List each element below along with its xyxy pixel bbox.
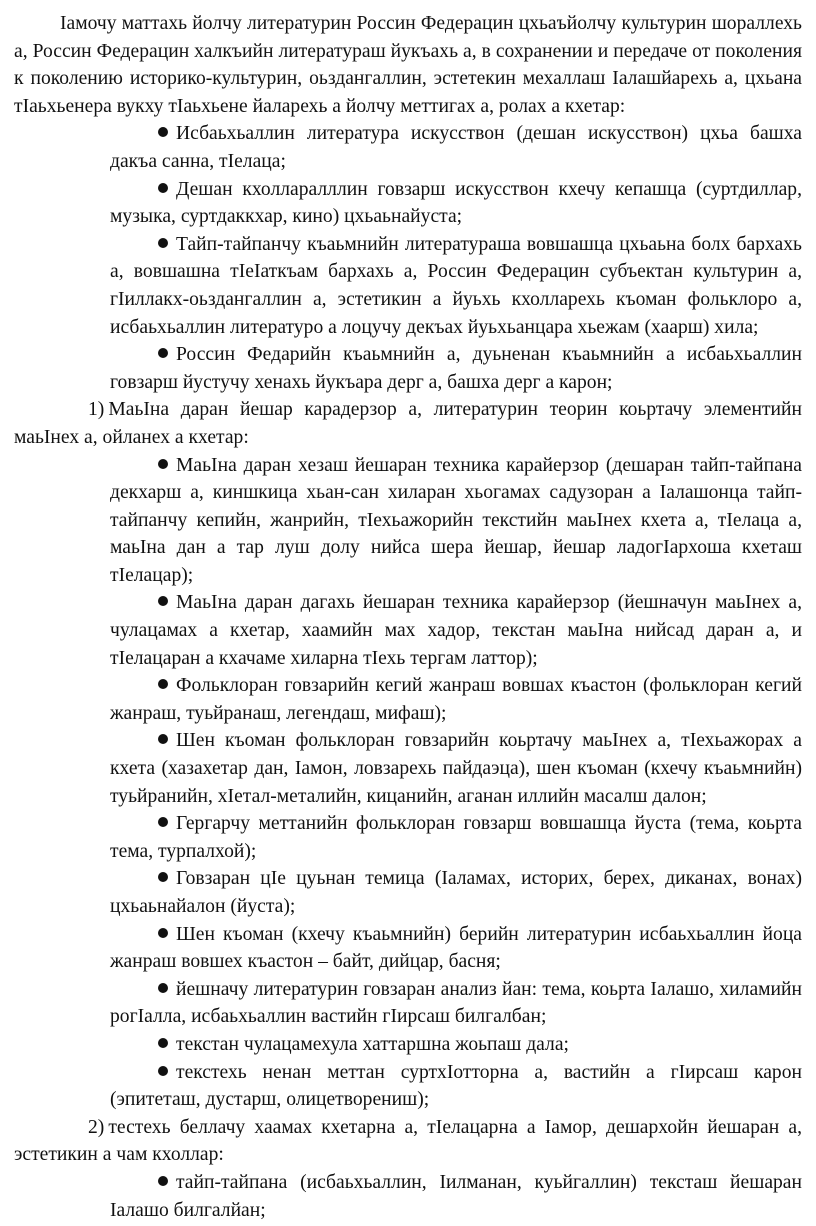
- bullet-icon: [158, 238, 168, 248]
- list-item: текстан чулацамехула хаттаршна жоьпаш дала;: [110, 1031, 802, 1059]
- list-item: Шен къоман (кхечу къаьмнийн) берийн литературин исбаьхьаллин йоца жанраш вовшех къастон – байт, дийцар, басня;: [110, 923, 802, 973]
- list-item: Тайп-тайпанчу къаьмнийн литератураша вовшашца цхьаьна болх бархахь а, вовшашна тIеIаткъам бархахь а, Россин Федерацин субъектан культурин а, гIиллакх-оьздангаллин а, эстетикин а йуьхь кхолларехь къоман фольклоро а, исбаьхьаллин литературо а лоцучу декъах йуьхьанцара хьежам (хаарш) хила;: [110, 233, 802, 338]
- item-number: 2): [88, 1116, 105, 1138]
- list-item: йешначу литературин говзаран анализ йан: тема, коьрта Iалашо, хиламийн рогIалла, исбаьхьаллин вастийн гIирсаш билгалбан;: [110, 978, 802, 1028]
- bullet-icon: [158, 459, 168, 469]
- bullet-list-2: [14, 452, 802, 1114]
- list-item: текстехь ненан меттан суртхIотторна а, вастийн а гIирсаш карон (эпитеташ, дустарш, олицетворениш);: [110, 1061, 802, 1111]
- bullet-icon: [158, 127, 168, 137]
- bullet-icon: [158, 183, 168, 193]
- numbered-item-2: [14, 1114, 802, 1169]
- bullet-list-1: [14, 120, 802, 396]
- bullet-icon: [158, 928, 168, 938]
- list-item: МаьIна даран хезаш йешаран техника карайерзор (дешаран тайп-тайпана декхарш а, киншкица хьан-сан хиларан хьогамах садузоран а Iалашонца тайп-тайпанчу кепийн, жанрийн, тIехьажорийн текстийн маьIнех кхета а, тIелаца а, маьIна дан а тар луш долу нийса шера йешар, йешар ладогIархоша кхеташ тIелацар);: [110, 454, 802, 586]
- list-item: Фольклоран говзарийн кегий жанраш вовшах къастон (фольклоран кегий жанраш, туьйранаш, легендаш, мифаш);: [110, 675, 802, 724]
- bullet-icon: [158, 872, 168, 882]
- list-item: тайп-тайпана (исбаьхьаллин, Iилманан, куьйгаллин) тексташ йешаран Iалашо билгалйан;: [110, 1171, 802, 1221]
- list-item: Шен къоман фольклоран говзарийн коьртачу маьIнех а, тIехьажорах а кхета (хазахетар дан, Iамон, ловзарехь пайдаэца), шен къоман (кхечу къаьмнийн) туьйранийн, хIетал-металийн, кицанийн, аганан иллийн масалш далон;: [110, 730, 802, 807]
- bullet-icon: [158, 679, 168, 689]
- bullet-icon: [158, 348, 168, 358]
- list-item: Россин Федарийн къаьмнийн а, дуьненан къаьмнийн а исбаьхьаллин говзарш йустучу хенахь йукъара дерг а, башха дерг а карон;: [110, 344, 802, 393]
- intro-paragraph: Iамочу маттахь йолчу литературин Россин Федерацин цхьаъйолчу культурин шораллехь а, Россин Федерацин халкъийн литератураш йукъахь а, в сохранении и передаче от поколения к поколению историко-культурин, оьздангаллин, эстетекин мехаллаш Iалашйарехь а, цхьана тIаьхьенера вукху тIаьхьене йаларехь а йолчу меттигах а, ролах а кхетар:: [14, 13, 802, 117]
- list-item: Исбаьхьаллин литература искусствон (дешан искусствон) цхьа башха дакъа санна, тIелаца;: [110, 123, 802, 172]
- bullet-icon: [158, 983, 168, 993]
- bullet-icon: [158, 1176, 168, 1186]
- bullet-icon: [158, 734, 168, 744]
- list-item: Дешан кхолларалллин говзарш искусствон кхечу кепашца (суртдиллар, музыка, суртдаккхар, кино) цхьаьнайуста;: [110, 178, 802, 228]
- list-item: Гергарчу меттанийн фольклоран говзарш вовшашца йуста (тема, коьрта тема, турпалхой);: [110, 813, 802, 862]
- bullet-icon: [158, 596, 168, 606]
- bullet-list-3: [14, 1169, 802, 1224]
- bullet-icon: [158, 1066, 168, 1076]
- numbered-item-1: [14, 396, 802, 451]
- bullet-icon: [158, 817, 168, 827]
- item-text: МаьIна даран йешар карадерзор а, литературин теорин коьртачу элементийн маьIнех а, ойланех а кхетар:: [14, 399, 802, 448]
- list-item: Говзаран цIе цуьнан темица (Iаламах, историх, берех, диканах, вонах) цхьаьнайалон (йуста);: [110, 868, 802, 917]
- bullet-icon: [158, 1038, 168, 1048]
- list-item: МаьIна даран дагахь йешаран техника карайерзор (йешначун маьIнех а, чулацамах а кхетар, хаамийн мах хадор, текстан маьIна нийсад даран а, и тIелацаран а кхачаме хиларна тIехь тергам латтор);: [110, 592, 802, 669]
- item-text: тестехь беллачу хаамах кхетарна а, тIелацарна а Iамор, дешархойн йешаран а, эстетикин а чам кхоллар:: [14, 1116, 802, 1166]
- item-number: 1): [88, 399, 105, 421]
